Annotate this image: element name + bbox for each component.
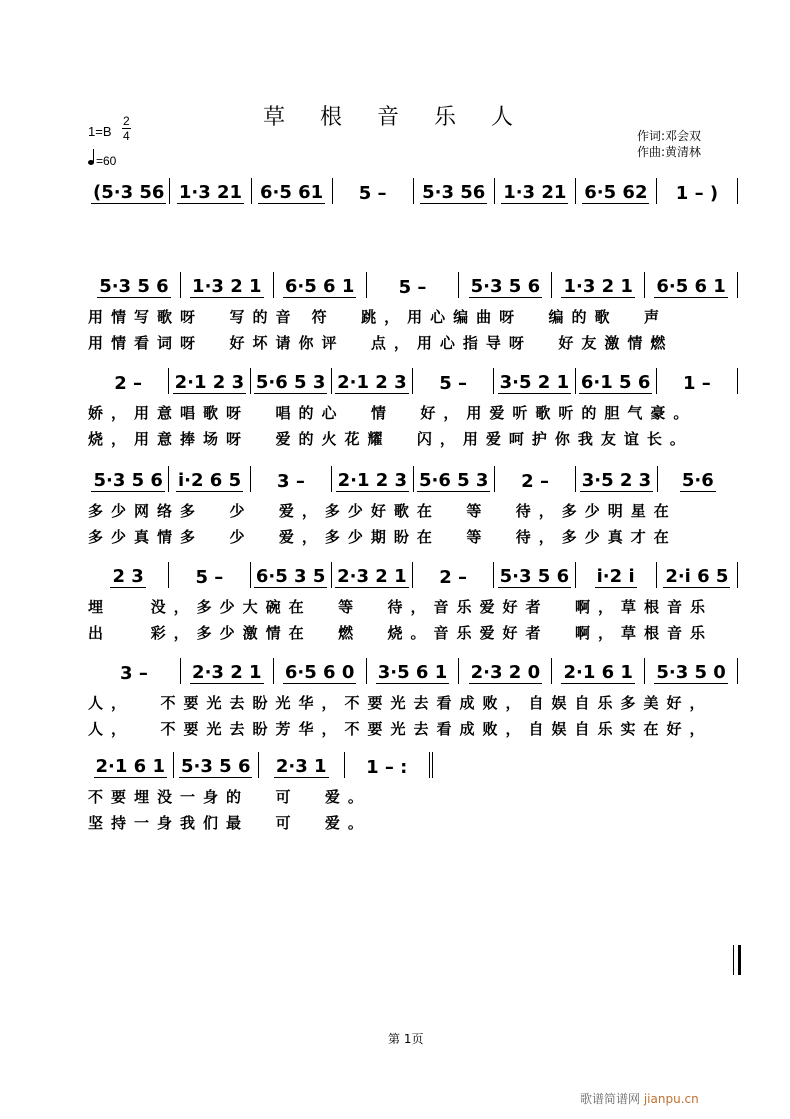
measure — [332, 562, 413, 588]
measure — [495, 178, 576, 204]
notes: 6·5 3 5 — [255, 566, 326, 587]
lyrics-text: 多少真情多 少 爱，多少期盼在 等 待，多少真才在 — [88, 528, 677, 546]
lyrics-verse-2 — [88, 332, 738, 358]
notes-line — [88, 752, 433, 778]
measure — [181, 658, 274, 684]
notes: 5·3 5 6 — [93, 470, 163, 491]
measure — [169, 466, 250, 492]
notes: 2·3 2 1 — [192, 662, 262, 683]
notes: 5·3 5 6 — [181, 756, 251, 777]
notes: 5·3 5 0 — [656, 662, 726, 683]
notes: 5·3 5 6 — [99, 276, 169, 297]
measure — [576, 178, 657, 204]
notes: i·2 i — [596, 566, 635, 587]
lyrics-verse-1 — [88, 596, 738, 622]
tempo-mark — [88, 154, 116, 168]
time-signature-bottom: 4 — [123, 129, 130, 143]
notes: 2·i 6 5 — [665, 566, 729, 587]
lyrics-verse-2 — [88, 526, 738, 552]
measure — [88, 562, 169, 588]
lyrics-text: 烧，用意捧场呀 爱的火花耀 闪，用爱呵护你我友谊长。 — [88, 430, 693, 448]
measure — [413, 368, 494, 394]
measure — [169, 562, 250, 588]
measure — [552, 658, 645, 684]
notes: 3·5 2 1 — [499, 372, 570, 393]
notes: 5 – — [358, 183, 387, 204]
measure — [414, 466, 495, 492]
lyrics-verse-2 — [88, 718, 738, 744]
lyrics-text: 出 彩，多少激情在 燃 烧。音乐爱好者 啊，草根音乐 — [88, 624, 714, 642]
notes: 5·3 5 6 — [499, 566, 570, 587]
notes: 2·1 2 3 — [174, 372, 245, 393]
measure — [251, 368, 332, 394]
composer: 作曲:黄清林 — [637, 145, 702, 159]
measure — [174, 752, 260, 778]
measure — [88, 272, 181, 298]
notes: 5 – — [195, 567, 224, 588]
measure — [251, 562, 332, 588]
notes: 1 – : — [366, 757, 408, 778]
measure — [552, 272, 645, 298]
staff-line-2 — [88, 368, 738, 454]
notes: 6·1 5 6 — [580, 372, 651, 393]
measure — [259, 752, 345, 778]
notes: 6·5 6 1 — [656, 276, 726, 297]
measure — [494, 562, 575, 588]
measure — [576, 562, 657, 588]
lyrics-text: 多少网络多 少 爱，多少好歌在 等 待，多少明星在 — [88, 502, 677, 520]
lyricist: 作词:邓会双 — [637, 129, 702, 143]
measure — [657, 368, 738, 394]
lyrics-verse-2 — [88, 622, 738, 648]
time-signature-top: 2 — [123, 114, 130, 128]
lyrics-verse-1 — [88, 786, 433, 812]
lyrics-verse-1 — [88, 692, 738, 718]
measure — [88, 752, 174, 778]
measure — [170, 178, 251, 204]
lyrics-text: 不要埋没一身的 可 爱。 — [88, 788, 371, 806]
notes: (5·3 56 — [93, 182, 165, 203]
notes: 5·6 5 3 — [418, 470, 489, 491]
lyrics-text: 人， 不要光去盼光华，不要光去看成败，自娱自乐多美好， — [88, 694, 713, 712]
measure — [169, 368, 250, 394]
notes: 1 – — [682, 373, 711, 394]
notes: 2 – — [439, 567, 468, 588]
notes: 2·3 2 1 — [337, 566, 407, 587]
measure — [459, 272, 552, 298]
measure — [658, 466, 738, 492]
measure — [576, 466, 657, 492]
measure — [181, 272, 274, 298]
staff-line-5 — [88, 658, 738, 744]
notes: 2·3 1 — [275, 756, 327, 777]
notes: 6·5 61 — [259, 182, 324, 203]
notes: 5·6 5 3 — [255, 372, 326, 393]
lyrics-text: 用情看词呀 好坏请你评 点，用心指导呀 好友激情燃 — [88, 334, 674, 352]
measure-repeat-end — [345, 752, 434, 778]
lyrics-text: 埋 没，多少大碗在 等 待，音乐爱好者 啊，草根音乐 — [88, 598, 714, 616]
measure — [657, 178, 738, 204]
notes: 6·5 6 0 — [284, 662, 355, 683]
measure — [459, 658, 552, 684]
watermark-cn: 歌谱简谱网 — [580, 1092, 641, 1106]
notes: 2·1 6 1 — [563, 662, 633, 683]
measure — [367, 272, 460, 298]
staff-line-6 — [88, 752, 433, 838]
key-signature: 1=B — [88, 124, 112, 139]
measure — [88, 658, 181, 684]
end-barline — [733, 945, 741, 975]
notes: 2·3 2 0 — [470, 662, 541, 683]
notes: 5·3 5 6 — [470, 276, 541, 297]
staff-line-4 — [88, 562, 738, 648]
notes-line — [88, 562, 738, 588]
tempo-value: =60 — [96, 154, 117, 168]
notes-line — [88, 272, 738, 298]
lyrics-text: 用情写歌呀 写的音 符 跳，用心编曲呀 编的歌 声 — [88, 308, 668, 326]
measure — [367, 658, 460, 684]
watermark — [580, 1090, 699, 1107]
measure — [332, 466, 413, 492]
staff-line-3 — [88, 466, 738, 552]
notes: 1·3 21 — [503, 182, 567, 203]
notes: 2·1 2 3 — [337, 372, 407, 393]
measure — [88, 368, 169, 394]
watermark-en: jianpu.cn — [643, 1092, 699, 1106]
notes: 6·5 62 — [584, 182, 648, 203]
notes: 2·1 6 1 — [95, 756, 165, 777]
page-number: 第 1页 — [388, 1032, 424, 1046]
measure — [645, 272, 738, 298]
notes-line — [88, 466, 738, 492]
notes-line — [88, 658, 738, 684]
measure — [494, 368, 575, 394]
measure — [252, 178, 333, 204]
notes-line — [88, 178, 738, 204]
staff-line-1 — [88, 272, 738, 358]
song-title: 草 根 音 乐 人 — [263, 105, 527, 130]
notes: i·2 6 5 — [178, 470, 242, 491]
lyrics-text: 娇，用意唱歌呀 唱的心 情 好，用爱听歌听的胆气豪。 — [88, 404, 697, 422]
notes-line — [88, 368, 738, 394]
notes: 3 – — [120, 663, 148, 684]
notes: 5·6 — [681, 470, 714, 491]
measure — [333, 178, 414, 204]
notes: 1·3 21 — [178, 182, 243, 203]
notes: 2 – — [114, 373, 143, 394]
notes: 3 – — [277, 471, 305, 492]
measure — [413, 562, 494, 588]
notes: 5·3 56 — [422, 182, 486, 203]
notes: 2 – — [521, 471, 549, 492]
lyrics-verse-2 — [88, 812, 433, 838]
measure — [274, 272, 367, 298]
intro-staff — [88, 178, 738, 204]
notes: 5 – — [398, 277, 427, 298]
notes: 1·3 2 1 — [563, 276, 633, 297]
measure — [414, 178, 495, 204]
quarter-note-icon — [88, 160, 94, 165]
lyrics-text: 人， 不要光去盼芳华，不要光去看成败，自娱自乐实在好， — [88, 720, 713, 738]
notes: 6·5 6 1 — [284, 276, 355, 297]
measure — [88, 466, 169, 492]
time-signature — [122, 114, 131, 143]
notes: 1·3 2 1 — [192, 276, 262, 297]
measure — [88, 178, 170, 204]
measure — [274, 658, 367, 684]
measure — [645, 658, 738, 684]
measure — [332, 368, 413, 394]
measure — [495, 466, 576, 492]
notes: 2 3 — [112, 566, 144, 587]
notes: 3·5 6 1 — [377, 662, 448, 683]
lyrics-verse-1 — [88, 402, 738, 428]
lyrics-verse-2 — [88, 428, 738, 454]
lyrics-verse-1 — [88, 500, 738, 526]
notes: 2·1 2 3 — [337, 470, 408, 491]
measure — [251, 466, 332, 492]
measure — [657, 562, 738, 588]
measure — [576, 368, 657, 394]
credits — [637, 128, 701, 160]
lyrics-text: 坚持一身我们最 可 爱。 — [88, 814, 371, 832]
notes: 1 – ) — [675, 183, 719, 204]
lyrics-verse-1 — [88, 306, 738, 332]
notes: 3·5 2 3 — [581, 470, 652, 491]
notes: 5 – — [439, 373, 468, 394]
